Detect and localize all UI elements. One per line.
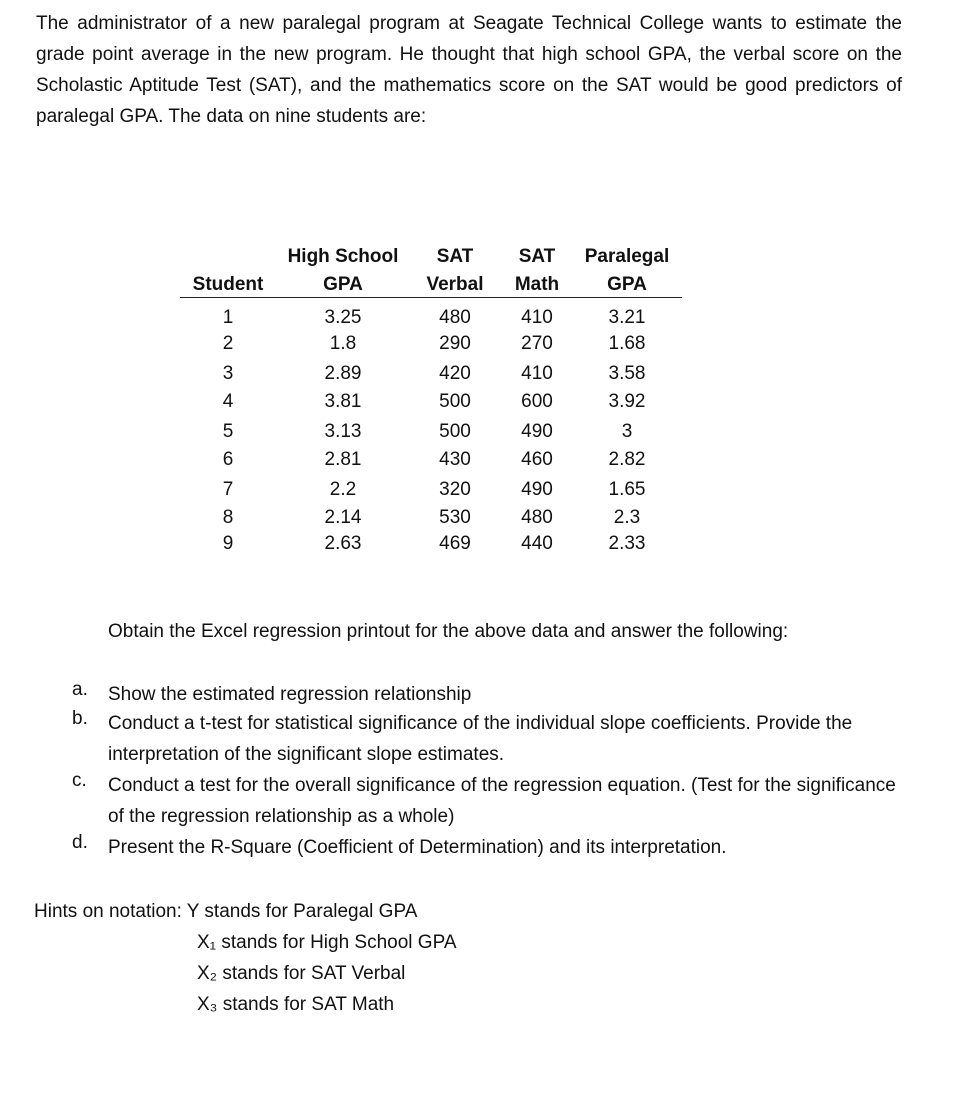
question-label: b. (72, 708, 88, 729)
cell-student: 1 (222, 307, 234, 328)
cell-paralegal-gpa: 2.33 (608, 533, 646, 554)
header-student: Student (192, 274, 264, 295)
cell-hs-gpa: 3.13 (324, 421, 362, 442)
instruction-text: Obtain the Excel regression printout for the above data and answer the following: (108, 621, 789, 642)
cell-sat-verbal: 500 (439, 421, 471, 442)
hint-x2: X₂ stands for SAT Verbal (197, 963, 406, 984)
cell-student: 4 (222, 391, 234, 412)
cell-sat-verbal: 430 (439, 449, 471, 470)
cell-sat-math: 440 (521, 533, 553, 554)
cell-paralegal-gpa: 3.92 (608, 391, 646, 412)
cell-student: 7 (222, 479, 234, 500)
question-label: a. (72, 679, 88, 700)
cell-student: 2 (222, 333, 234, 354)
cell-hs-gpa: 2.63 (324, 533, 362, 554)
cell-paralegal-gpa: 3.58 (608, 363, 646, 384)
cell-sat-verbal: 469 (439, 533, 471, 554)
cell-paralegal-gpa: 1.68 (608, 333, 646, 354)
cell-hs-gpa: 3.81 (324, 391, 362, 412)
header-paralegal-gpa-line2: GPA (607, 274, 647, 295)
header-sat-math-line1: SAT (518, 246, 556, 267)
cell-sat-math: 600 (521, 391, 553, 412)
question-label: c. (72, 770, 87, 791)
hints-title: Hints on notation: Y stands for Paralegal GPA (34, 901, 418, 922)
question-text: Present the R-Square (Coefficient of Determination) and its interpretation. (108, 837, 727, 858)
cell-student: 3 (222, 363, 234, 384)
cell-sat-verbal: 500 (439, 391, 471, 412)
cell-sat-verbal: 530 (439, 507, 471, 528)
cell-sat-math: 480 (521, 507, 553, 528)
cell-hs-gpa: 2.81 (324, 449, 362, 470)
cell-sat-verbal: 480 (439, 307, 471, 328)
cell-hs-gpa: 2.89 (324, 363, 362, 384)
question-text: Show the estimated regression relationship (108, 684, 472, 705)
cell-sat-math: 270 (521, 333, 553, 354)
cell-student: 5 (222, 421, 234, 442)
cell-paralegal-gpa: 1.65 (608, 479, 646, 500)
hint-x3: X₃ stands for SAT Math (197, 994, 395, 1015)
cell-student: 6 (222, 449, 234, 470)
cell-sat-verbal: 420 (439, 363, 471, 384)
header-sat-verbal-line1: SAT (436, 246, 474, 267)
cell-sat-math: 410 (521, 307, 553, 328)
header-hs-gpa-line1: High School (287, 246, 399, 267)
header-paralegal-gpa-line1: Paralegal (584, 246, 670, 267)
header-sat-math-line2: Math (514, 274, 560, 295)
cell-hs-gpa: 1.8 (329, 333, 357, 354)
question-text: Conduct a test for the overall significance of the regression equation. (Test for the significance of the regression relationship as a whole) (108, 775, 896, 827)
problem-intro: The administrator of a new paralegal program at Seagate Technical College wants to estimate the grade point average in the new program. He thought that high school GPA, the verbal score on the Scholastic Aptitude Test (SAT), and the mathematics score on the SAT would be good predictors of paralegal GPA. The data on nine students are: (36, 13, 902, 127)
cell-hs-gpa: 3.25 (324, 307, 362, 328)
hint-x1: X₁ stands for High School GPA (197, 932, 457, 953)
cell-paralegal-gpa: 2.82 (608, 449, 646, 470)
cell-student: 8 (222, 507, 234, 528)
cell-hs-gpa: 2.14 (324, 507, 362, 528)
cell-hs-gpa: 2.2 (329, 479, 357, 500)
header-hs-gpa-line2: GPA (323, 274, 363, 295)
cell-student: 9 (222, 533, 234, 554)
cell-sat-verbal: 320 (439, 479, 471, 500)
cell-paralegal-gpa: 3.21 (608, 307, 646, 328)
cell-sat-math: 490 (521, 479, 553, 500)
cell-sat-math: 410 (521, 363, 553, 384)
cell-sat-math: 460 (521, 449, 553, 470)
header-sat-verbal-line2: Verbal (426, 274, 484, 295)
cell-paralegal-gpa: 3 (621, 421, 633, 442)
question-text: Conduct a t-test for statistical significance of the individual slope coefficients. Provide the interpretation of the significant slope estimates. (108, 713, 853, 765)
question-label: d. (72, 832, 88, 853)
header-divider (180, 297, 682, 298)
cell-sat-verbal: 290 (439, 333, 471, 354)
cell-sat-math: 490 (521, 421, 553, 442)
cell-paralegal-gpa: 2.3 (613, 507, 641, 528)
